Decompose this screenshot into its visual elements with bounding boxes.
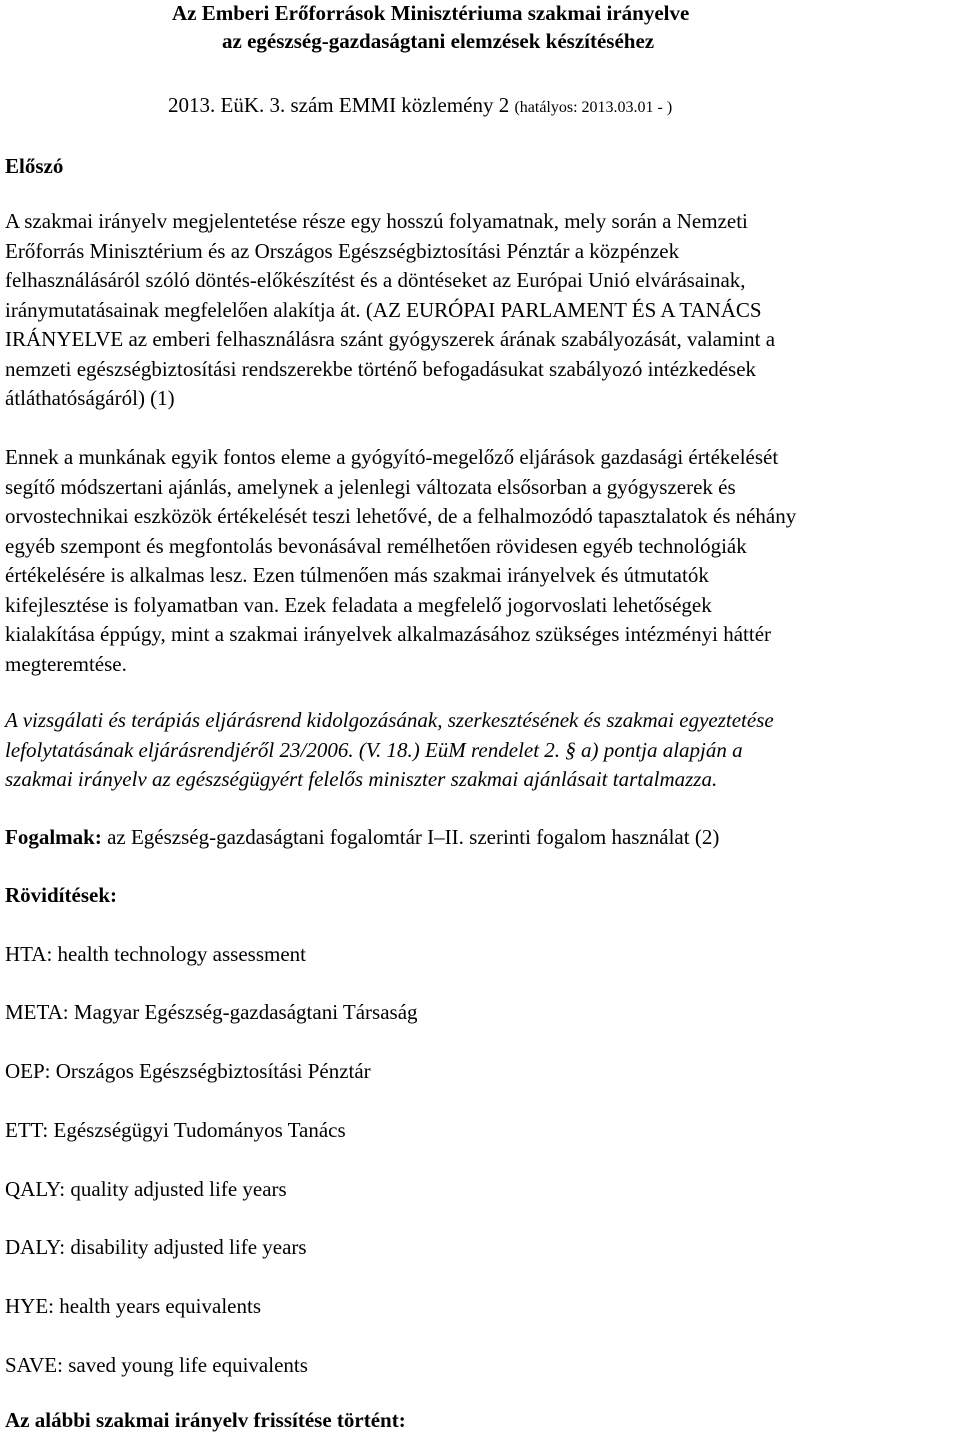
abbreviation-item: DALY: disability adjusted life years	[5, 1235, 307, 1259]
paragraph-line: A szakmai irányelv megjelentetése része egy hosszú folyamatnak, mely során a Nemzeti	[5, 209, 748, 233]
paragraph-line: A vizsgálati és terápiás eljárásrend kidolgozásának, szerkesztésének és szakmai egyeztetése	[5, 708, 774, 732]
paragraph-line: Erőforrás Minisztérium és az Országos Egészségbiztosítási Pénztár a közpénzek	[5, 238, 680, 263]
document-title-line-2: az egészség-gazdaságtani elemzések készítéséhez	[222, 29, 655, 53]
paragraph-line: IRÁNYELVE az emberi felhasználásra szánt gyógyszerek árának szabályozását, valamint a	[5, 327, 776, 351]
intro-paragraph	[5, 207, 955, 414]
abbreviation-item: ETT: Egészségügyi Tudományos Tanács	[5, 1118, 346, 1142]
concepts-line	[5, 823, 719, 853]
paragraph-line: szakmai irányelv az egészségügyért felelős miniszter szakmai ajánlásait tartalmazza.	[5, 767, 718, 791]
document-title-line-1: Az Emberi Erőforrások Minisztériuma szakmai irányelve	[172, 1, 690, 25]
abbreviation-item: HYE: health years equivalents	[5, 1294, 261, 1318]
abbreviation-item: HTA: health technology assessment	[5, 942, 307, 966]
paragraph-line: iránymutatásainak megfelelően alakítja át. (AZ EURÓPAI PARLAMENT ÉS A TANÁCS	[5, 297, 762, 322]
work-paragraph	[5, 443, 955, 679]
paragraph-line: átláthatóságáról) (1)	[5, 386, 175, 410]
paragraph-line: segítő módszertani ajánlás, amelynek a jelenlegi változata elsősorban a gyógyszerek és	[5, 474, 736, 499]
publication-number: 2013. EüK. 3. szám EMMI közlemény 2	[168, 93, 510, 117]
paragraph-line: Ennek a munkának egyik fontos eleme a gyógyító-megelőző eljárások gazdasági értékelését	[5, 445, 779, 469]
paragraph-line: orvostechnikai eszközök értékelését teszi lehetővé, de a felhalmozódó tapasztalatok és néhány	[5, 504, 797, 528]
preface-heading: Előszó	[5, 154, 64, 178]
abbreviation-item: META: Magyar Egészség-gazdaságtani Társaság	[5, 1000, 418, 1024]
paragraph-line: értékelésére is alkalmas lesz. Ezen túlmenően más szakmai irányelvek és útmutatók	[5, 563, 709, 587]
abbreviation-item: SAVE: saved young life equivalents	[5, 1353, 308, 1377]
paragraph-line: lefolytatásának eljárásrendjéről 23/2006. (V. 18.) EüM rendelet 2. § a) pontja alapján a	[5, 737, 743, 762]
concepts-label: Fogalmak:	[5, 825, 102, 849]
paragraph-line: kialakítása éppúgy, mint a szakmai irányelvek alkalmazásához szükséges intézményi háttér	[5, 622, 772, 646]
validity-date: (hatályos: 2013.03.01 - )	[514, 99, 673, 116]
update-heading: Az alábbi szakmai irányelv frissítése történt:	[5, 1408, 406, 1432]
abbreviation-item: OEP: Országos Egészségbiztosítási Pénztár	[5, 1059, 371, 1083]
paragraph-line: nemzeti egészségbiztosítási rendszerekbe történő befogadásukat szabályozó intézkedések	[5, 356, 757, 381]
publication-reference	[168, 91, 672, 123]
abbreviations-heading: Rövidítések:	[5, 883, 117, 907]
paragraph-line: megteremtése.	[5, 651, 127, 676]
abbreviation-item: QALY: quality adjusted life years	[5, 1177, 287, 1201]
paragraph-line: kifejlesztése is folyamatban van. Ezek feladata a megfelelő jogorvoslati lehetőségek	[5, 592, 712, 617]
legal-basis-paragraph	[5, 706, 955, 795]
paragraph-line: egyéb szempont és megfontolás bevonásával remélhetően rövidesen egyéb technológiák	[5, 533, 747, 558]
paragraph-line: felhasználásáról szóló döntés-előkészítést és a döntéseket az Európai Unió elvárásainak,	[5, 268, 746, 292]
concepts-text: az Egészség-gazdaságtani fogalomtár I–II. szerinti fogalom használat (2)	[107, 825, 720, 849]
